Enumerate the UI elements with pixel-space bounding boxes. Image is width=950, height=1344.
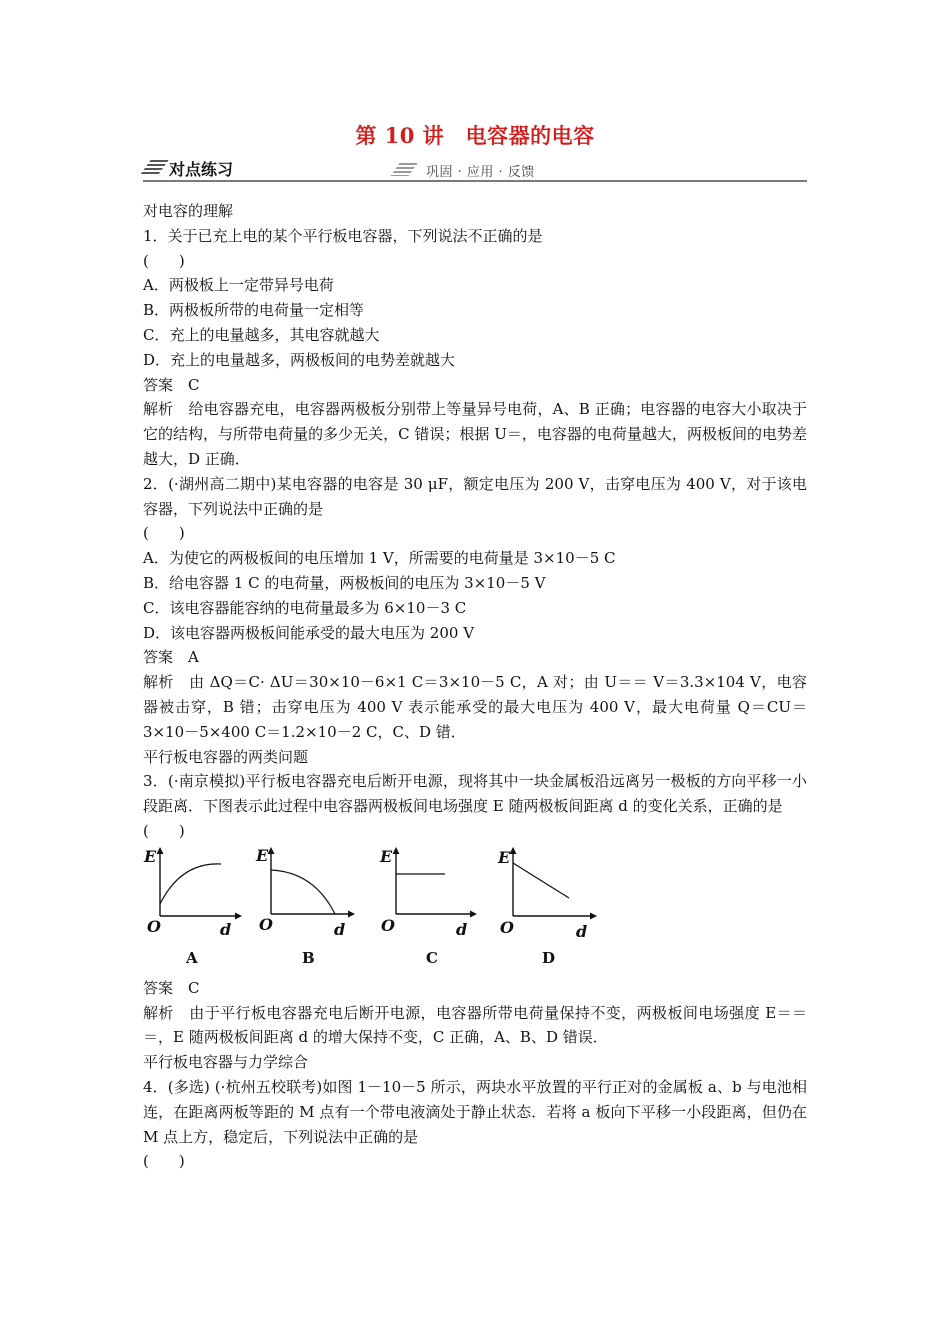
banner-underline: [143, 180, 807, 182]
question-stem: 2．(·湖州高二期中)某电容器的电容是 30 μF，额定电压为 200 V，击穿电压为 400 V，对于该电容器，下列说法中正确的是: [143, 474, 807, 518]
question-stem: 1．关于已充上电的某个平行板电容器，下列说法不正确的是: [143, 226, 543, 245]
question-stem: 3．(·南京模拟)平行板电容器充电后断开电源，现将其中一块金属板沿远离另一极板的方向平移一小段距离．下图表示此过程中电容器两极板间电场强度 E 随两极板间距离 d 的变化关系，正确的是: [143, 772, 807, 816]
graph-label: B: [302, 948, 315, 967]
x-axis-label: d: [334, 919, 346, 939]
y-axis-label: E: [144, 846, 157, 866]
answer: 答案 A: [143, 648, 199, 667]
origin-label: O: [500, 917, 514, 937]
graph-label: D: [542, 948, 556, 967]
answer: 答案 C: [143, 978, 200, 997]
graph-label: C: [426, 948, 438, 967]
curve-a: [160, 864, 221, 904]
option-d: D．充上的电量越多，两极板间的电势差就越大: [143, 350, 456, 369]
graph-options: [143, 846, 807, 976]
origin-label: O: [147, 916, 161, 936]
answer-bracket: ( ): [143, 251, 185, 270]
y-axis-label: E: [380, 846, 393, 866]
graph-d: [498, 846, 598, 976]
question-stem: 4．(多选) (·杭州五校联考)如图 1－10－5 所示，两块水平放置的平行正对的金属板 a、b 与电池相连，在距离两板等距的 M 点有一个带电液滴处于静止状态．若将 a 板向下平移一小段距离，但仍在 M 点上方，稳定后，下列说法中正确的是: [143, 1077, 807, 1146]
graph-c: [377, 846, 477, 976]
lesson-title: 第 10 讲 电容器的电容: [355, 123, 595, 148]
graph-b: [256, 846, 356, 976]
option-b: B．两极板所带的电荷量一定相等: [143, 301, 365, 320]
x-axis-label: d: [456, 919, 468, 939]
option-d: D．该电容器两极板间能承受的最大电压为 200 V: [143, 623, 475, 642]
banner-stripes-icon: [139, 160, 168, 176]
banner-stripes-small-icon: [390, 163, 417, 176]
analysis: 解析 由于平行板电容器充电后断开电源，电容器所带电荷量保持不变，两极板间电场强度 E＝＝＝，E 随两极板间距离 d 的增大保持不变，C 正确，A、B、D 错误．: [143, 1003, 807, 1047]
exercise-content: [143, 199, 807, 1174]
section-banner: [143, 155, 807, 182]
option-c: C．充上的电量越多，其电容就越大: [143, 325, 380, 344]
graph-label: A: [186, 948, 198, 967]
curve-d: [513, 863, 569, 898]
graph-a: [143, 846, 243, 976]
option-c: C．该电容器能容纳的电荷量最多为 6×10－3 C: [143, 598, 467, 617]
x-axis-label: d: [576, 921, 588, 941]
answer: 答案 C: [143, 375, 200, 394]
option-b: B．给电容器 1 C 的电荷量，两极板间的电压为 3×10－5 V: [143, 573, 546, 592]
origin-label: O: [259, 914, 273, 934]
answer-bracket: ( ): [143, 524, 185, 543]
origin-label: O: [381, 915, 395, 935]
section-heading: 对电容的理解: [143, 202, 234, 220]
option-a: A．两极板上一定带异号电荷: [143, 276, 334, 295]
banner-title: 对点练习: [169, 160, 234, 179]
banner-subtitle: 巩固 · 应用 · 反馈: [426, 165, 535, 180]
y-axis-label: E: [256, 845, 269, 865]
analysis: 解析 由 ΔQ＝C· ΔU＝30×10－6×1 C＝3×10－5 C，A 对；由 U＝＝ V＝3.3×104 V，电容器被击穿，B 错；击穿电压为 400 V 表示能承受的最大电压为 400 V，最大电荷量 Q＝CU＝3×10－5×400 C＝1.2×10－2 C，C、D 错．: [143, 673, 807, 741]
section-heading: 平行板电容器的两类问题: [143, 747, 309, 766]
answer-bracket: ( ): [143, 1152, 185, 1171]
curve-b: [271, 870, 335, 914]
answer-bracket: ( ): [143, 821, 185, 840]
y-axis-label: E: [498, 847, 511, 867]
section-heading: 平行板电容器与力学综合: [143, 1053, 309, 1072]
x-axis-label: d: [220, 919, 232, 939]
option-a: A．为使它的两极板间的电压增加 1 V，所需要的电荷量是 3×10－5 C: [143, 549, 616, 568]
analysis: 解析 给电容器充电，电容器两极板分别带上等量异号电荷，A、B 正确；电容器的电容大小取决于它的结构，与所带电荷量的多少无关，C 错误；根据 U＝，电容器的电荷量越大，两极板间的电势差越大，D 正确．: [143, 400, 807, 468]
